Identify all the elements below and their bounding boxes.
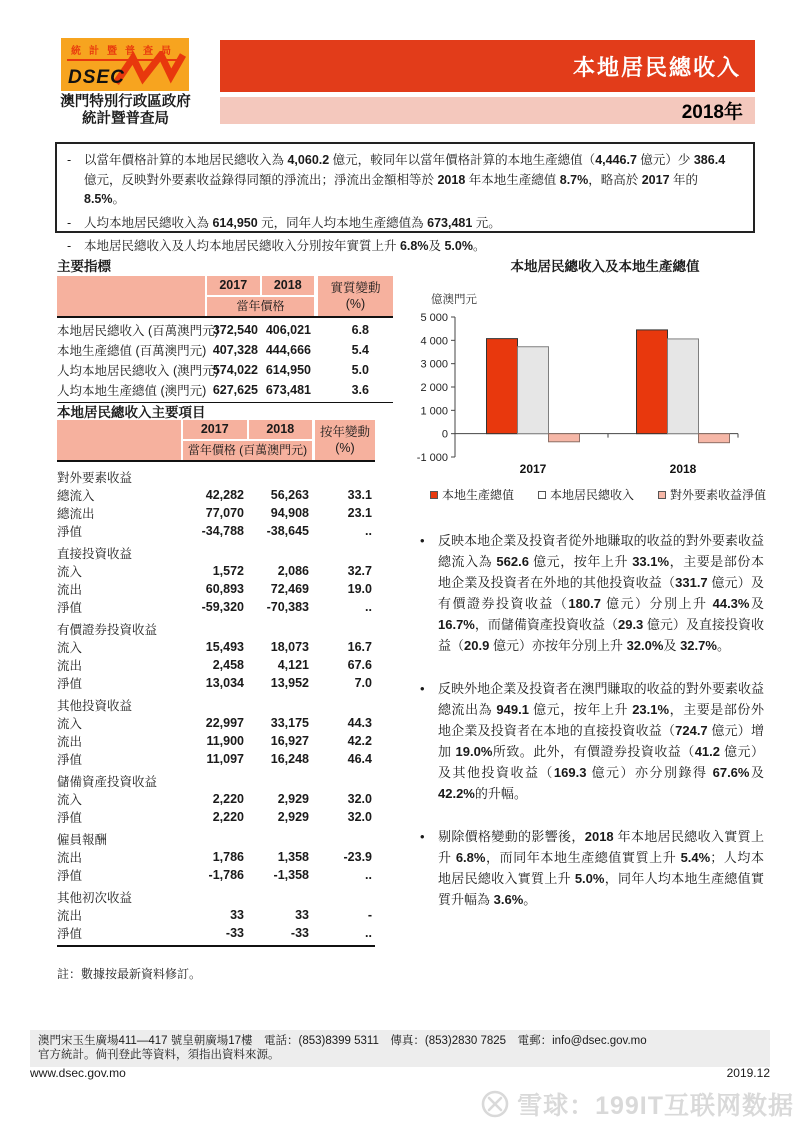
table-section-row [57, 468, 375, 486]
value-2017: 2,458 [212, 658, 244, 672]
value-2017: -59,320 [201, 600, 244, 614]
table2-col-2018: 2018 [249, 420, 313, 439]
table1-col-2017: 2017 [207, 276, 260, 295]
table-row [57, 714, 375, 732]
table1-title: 主要指標 [57, 259, 111, 274]
row-label: 流出 [57, 851, 83, 865]
value-2018: 13,952 [270, 676, 309, 690]
analysis-item-3 [420, 826, 764, 910]
analysis-item-2 [420, 678, 764, 804]
row-label: 流出 [57, 659, 83, 673]
table-row [57, 848, 375, 866]
value-2018: -1,358 [273, 868, 309, 882]
section-name: 儲備資產投資收益 [57, 775, 158, 789]
table-row [57, 562, 375, 580]
value-2017: 574,022 [212, 363, 258, 377]
table-section-row [57, 620, 375, 638]
organization-name [28, 94, 223, 128]
table1-body [57, 316, 393, 403]
table-row [57, 504, 375, 522]
value-change: 19.0 [347, 582, 372, 596]
bullet-marker: - [67, 153, 72, 167]
value-change: -23.9 [343, 850, 372, 864]
table-row [57, 790, 375, 808]
table-row [57, 580, 375, 598]
bullet-marker: - [67, 239, 72, 253]
key-indicators-table [57, 276, 393, 403]
table-section-row [57, 888, 375, 906]
table1-subheader: 當年價格 [207, 297, 314, 316]
footer-contact-bar [30, 1030, 770, 1067]
value-change: 46.4 [347, 752, 372, 766]
snowball-logo-icon [480, 1089, 510, 1119]
table-row [57, 598, 375, 616]
value-2017: 1,572 [212, 564, 244, 578]
value-2018: 16,927 [270, 734, 309, 748]
bullet-marker: • [420, 681, 425, 696]
table-row [57, 750, 375, 768]
value-change: 67.6 [347, 658, 372, 672]
row-label: 總流入 [57, 489, 95, 503]
table-row [57, 906, 375, 924]
value-change: 5.4 [351, 343, 369, 357]
table-section-row [57, 696, 375, 714]
legend-item [430, 486, 514, 503]
section-name: 對外要素收益 [57, 471, 133, 485]
row-label: 淨值 [57, 601, 83, 615]
value-2017: 407,328 [212, 343, 258, 357]
value-2017: 22,997 [205, 716, 244, 730]
bullet-marker: • [420, 829, 425, 844]
table-row [57, 486, 375, 504]
summary-item-2 [67, 214, 741, 234]
legend-item [658, 486, 766, 503]
table-row [57, 360, 393, 380]
section-name: 有價證券投資收益 [57, 623, 158, 637]
org-line2: 統計暨普查局 [82, 111, 169, 127]
table-row [57, 674, 375, 692]
table1-header [57, 276, 393, 316]
row-label: 流入 [57, 717, 83, 731]
table2-header-label-cell [57, 420, 181, 460]
logo-acronym: DSEC [68, 67, 125, 88]
value-2018: 2,086 [277, 564, 309, 578]
table-row [57, 732, 375, 750]
report-title-banner: 本地居民總收入 [220, 40, 755, 92]
value-2018: 673,481 [265, 383, 311, 397]
value-2017: 33 [230, 908, 244, 922]
y-tick-label: 2 000 [420, 382, 448, 394]
table1-col-2018: 2018 [262, 276, 315, 295]
row-label: 淨值 [57, 811, 83, 825]
value-2018: 406,021 [265, 323, 311, 337]
value-2017: 627,625 [212, 383, 258, 397]
value-2018: -38,645 [266, 524, 309, 538]
value-change: - [367, 908, 372, 922]
legend-item [538, 486, 634, 503]
value-2017: 15,493 [205, 640, 244, 654]
value-2017: 42,282 [205, 488, 244, 502]
table-row [57, 340, 393, 360]
value-change: 7.0 [354, 676, 372, 690]
bar-對外要素收益淨值-2018 [699, 434, 730, 443]
row-label: 流出 [57, 583, 83, 597]
table2-header [57, 420, 375, 460]
table-row [57, 380, 393, 400]
row-label: 本地居民總收入 (百萬澳門元) [57, 324, 219, 338]
section-name: 直接投資收益 [57, 547, 133, 561]
value-2017: 77,070 [205, 506, 244, 520]
row-label: 淨值 [57, 525, 83, 539]
row-label: 流入 [57, 565, 83, 579]
value-2017: -33 [225, 926, 244, 940]
table-row [57, 808, 375, 826]
dsec-logo [61, 38, 189, 91]
row-label: 流出 [57, 735, 83, 749]
table2-title: 本地居民總收入主要項目 [57, 405, 206, 420]
legend-swatch [538, 491, 546, 499]
row-label: 人均本地生產總值 (澳門元) [57, 384, 207, 398]
legend-swatch [658, 491, 666, 499]
table1-change-header: 實質變動 (%) [318, 276, 393, 316]
section-name: 其他初次收益 [57, 891, 133, 905]
value-2018: 72,469 [270, 582, 309, 596]
summary-item-text: 人均本地居民總收入為 614,950 元，同年人均本地生產總值為 673,481 元。 [84, 215, 501, 230]
summary-box [55, 142, 755, 253]
table2-body [57, 460, 375, 947]
row-label: 淨值 [57, 677, 83, 691]
summary-item-1 [67, 151, 741, 210]
summary-item-3 [67, 237, 741, 257]
value-2018: 4,121 [277, 658, 309, 672]
row-label: 本地生產總值 (百萬澳門元) [57, 344, 207, 358]
footer-website: www.dsec.gov.mo [30, 1066, 126, 1080]
value-2017: 2,220 [212, 792, 244, 806]
row-label: 總流出 [57, 507, 95, 521]
value-change: .. [365, 868, 372, 882]
value-change: 32.0 [347, 810, 372, 824]
table-row [57, 924, 375, 942]
value-change: .. [365, 524, 372, 538]
chart-title: 本地居民總收入及本地生產總值 [510, 259, 700, 274]
table-section-row [57, 830, 375, 848]
footer-official-note: 官方統計。倘刊登此等資料，須指出資料來源。 [38, 1049, 280, 1061]
value-2017: -34,788 [201, 524, 244, 538]
x-category-label: 2018 [669, 462, 697, 476]
bar-chart-canvas [415, 307, 765, 479]
value-2017: 60,893 [205, 582, 244, 596]
y-tick-label: 0 [441, 428, 448, 441]
summary-item-text: 本地居民總收入及人均本地居民總收入分別按年實質上升 6.8%及 5.0%。 [84, 239, 486, 253]
report-year-banner: 2018年 [220, 97, 755, 124]
value-change: 6.8 [351, 323, 369, 337]
bar-對外要素收益淨值-2017 [549, 434, 580, 442]
watermark [480, 1086, 794, 1122]
value-change: 16.7 [347, 640, 372, 654]
value-change: 42.2 [347, 734, 372, 748]
bar-本地生產總值-2017 [487, 339, 518, 434]
value-2018: 2,929 [277, 810, 309, 824]
value-2017: 1,786 [212, 850, 244, 864]
table-row [57, 320, 393, 340]
table2-change-header: 按年變動 (%) [315, 420, 375, 460]
gni-main-items-table [57, 420, 375, 947]
table-row [57, 866, 375, 884]
analysis-item-text: 反映本地企業及投資者從外地賺取的收益的對外要素收益總流入為 562.6 億元，按年上升 33.1%，主要是部份本地企業及投資者在外地的其他投資收益（331.7 億元）及有價證券投資收益（180.7 億元）分別上升 44.3%及 16.7%，而儲備資產投資收益（29.3 億元）及直接投資收益（20.9 億元）亦按年分別上升 32.0%及 32.7%。 [438, 533, 764, 653]
legend-label: 對外要素收益淨值 [670, 488, 767, 502]
value-2017: 11,097 [206, 752, 244, 766]
org-line1: 澳門特別行政區政府 [60, 94, 191, 110]
value-2017: 372,540 [212, 323, 258, 337]
analysis-item-text: 剔除價格變動的影響後，2018 年本地居民總收入實質上升 6.8%，而同年本地生產總值實質上升 5.4%；人均本地居民總收入實質上升 5.0%，同年人均本地生產總值實質升幅為 3.6%。 [438, 829, 764, 907]
table1-header-label-cell [57, 276, 205, 316]
bullet-marker: - [67, 215, 72, 230]
value-change: 32.0 [347, 792, 372, 806]
y-tick-label: -1 000 [416, 452, 448, 464]
bar-本地居民總收入-2017 [518, 347, 549, 434]
value-2018: 33 [295, 908, 309, 922]
y-tick-label: 1 000 [420, 405, 448, 418]
row-label: 流出 [57, 909, 83, 923]
value-2017: 2,220 [212, 810, 244, 824]
value-change: 33.1 [347, 488, 372, 502]
bar-本地生產總值-2018 [637, 330, 668, 434]
x-category-label: 2017 [519, 462, 547, 476]
summary-item-text: 以當年價格計算的本地居民總收入為 4,060.2 億元，較同年以當年價格計算的本地生產總值（4,446.7 億元）少 386.4 億元，反映對外要素收益錄得同額的淨流出；淨流出金額相等於 2018 年本地生產總值 8.7%，略高於 2017 年的 8.5%。 [84, 153, 726, 206]
value-2018: -33 [290, 926, 309, 940]
table2-note: 註：數據按最新資料修訂。 [57, 967, 202, 981]
logo-cjk-text: 統計暨普查局 [67, 42, 183, 61]
row-label: 淨值 [57, 753, 83, 767]
legend-swatch [430, 491, 438, 499]
y-tick-label: 3 000 [420, 358, 448, 371]
value-2018: -70,383 [266, 600, 309, 614]
table-row [57, 638, 375, 656]
value-2018: 1,358 [277, 850, 309, 864]
legend-label: 本地生產總值 [441, 488, 514, 502]
bar-本地居民總收入-2018 [668, 339, 699, 434]
analysis-item-1 [420, 530, 764, 656]
value-2018: 56,263 [270, 488, 309, 502]
row-label: 流入 [57, 793, 83, 807]
chart-unit-label: 億澳門元 [431, 294, 477, 306]
watermark-text: 雪球：199IT互联网数据 [517, 1092, 794, 1120]
row-label: 淨值 [57, 869, 83, 883]
analysis-bullets [420, 530, 764, 932]
value-change: 23.1 [347, 506, 372, 520]
gni-gdp-chart [415, 255, 765, 503]
section-name: 其他投資收益 [57, 699, 133, 713]
value-change: 3.6 [351, 383, 369, 397]
table2-subheader: 當年價格 (百萬澳門元) [183, 441, 312, 460]
table-row [57, 656, 375, 674]
value-2017: -1,786 [208, 868, 244, 882]
row-label: 流入 [57, 641, 83, 655]
y-tick-label: 5 000 [420, 312, 448, 324]
chart-legend [415, 486, 765, 503]
row-label: 人均本地居民總收入 (澳門元) [57, 364, 219, 378]
footer-address: 澳門宋玉生廣場411—417 號皇朝廣場17樓 電話：(853)8399 5311 傳真：(853)2830 7825 電郵：info@dsec.gov.mo [38, 1035, 647, 1047]
row-label: 淨值 [57, 927, 83, 941]
value-2018: 33,175 [270, 716, 309, 730]
value-2018: 444,666 [265, 343, 311, 357]
table-section-row [57, 544, 375, 562]
value-2017: 13,034 [205, 676, 244, 690]
value-change: .. [365, 926, 372, 940]
legend-label: 本地居民總收入 [550, 488, 635, 502]
value-change: 44.3 [347, 716, 372, 730]
value-2018: 18,073 [270, 640, 309, 654]
value-2018: 614,950 [265, 363, 311, 377]
bullet-marker: • [420, 533, 425, 548]
value-2018: 16,248 [270, 752, 309, 766]
value-2018: 2,929 [277, 792, 309, 806]
value-change: .. [365, 600, 372, 614]
value-2017: 11,900 [206, 734, 244, 748]
table2-col-2017: 2017 [183, 420, 247, 439]
value-2018: 94,908 [270, 506, 309, 520]
table-section-row [57, 772, 375, 790]
value-change: 5.0 [351, 363, 369, 377]
footer-date: 2019.12 [726, 1066, 770, 1080]
table-row [57, 522, 375, 540]
value-change: 32.7 [347, 564, 372, 578]
y-tick-label: 4 000 [420, 335, 448, 348]
section-name: 僱員報酬 [57, 833, 108, 847]
analysis-item-text: 反映外地企業及投資者在澳門賺取的收益的對外要素收益總流出為 949.1 億元，按年上升 23.1%，主要是部份外地企業及投資者在本地的直接投資收益（724.7 億元）增加 19.0%所致。此外，有價證券投資收益（41.2 億元）及其他投資收益（169.3 億元）亦分別錄得 67.6%及 42.2%的升幅。 [438, 681, 764, 801]
